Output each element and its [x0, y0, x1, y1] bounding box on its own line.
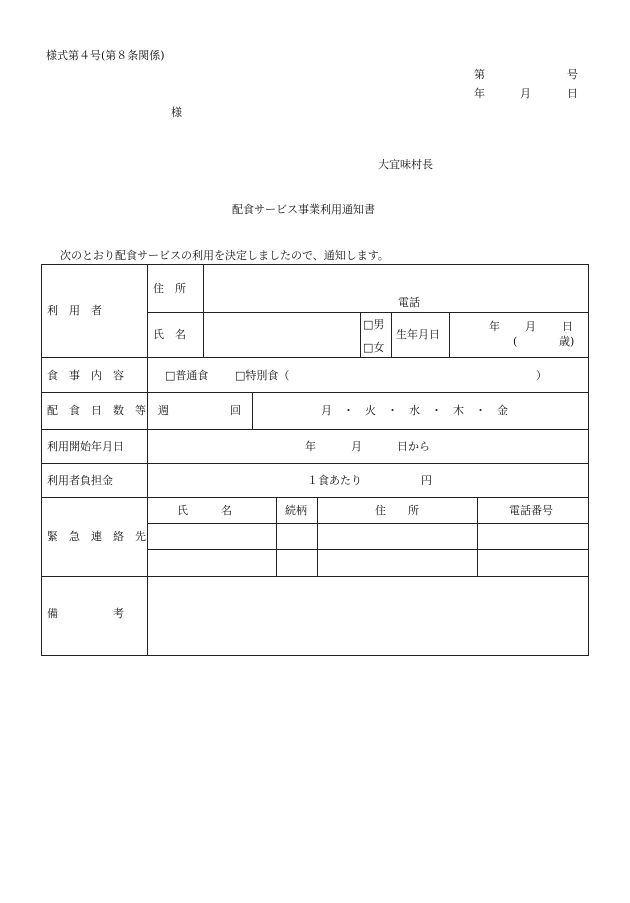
- doc-number-prefix: 第: [474, 68, 485, 81]
- birthdate-label: 生年月日: [396, 328, 440, 341]
- col-phone-header: 電話番号: [509, 504, 553, 517]
- address-label: 住 所: [153, 282, 186, 295]
- col-relation-header: 続柄: [285, 504, 307, 517]
- start-month: 月: [351, 440, 362, 453]
- remarks-label: 備 考: [47, 607, 124, 620]
- meal-special-checkbox[interactable]: □特別食（: [235, 369, 290, 382]
- doc-number-suffix: 号: [567, 68, 578, 81]
- birth-year: 年: [489, 320, 500, 333]
- notice-table: [41, 264, 589, 656]
- page-title: 配食サービス事業利用通知書: [232, 203, 375, 216]
- meal-close-paren: ）: [536, 369, 547, 382]
- fee-per-meal: １食あたり: [307, 474, 362, 487]
- name-label: 氏 名: [153, 328, 186, 341]
- fee-yen: 円: [421, 474, 432, 487]
- form-number: 様式第４号(第８条関係): [46, 49, 165, 62]
- fee-label: 利用者負担金: [47, 474, 113, 487]
- col-name-header: 氏 名: [177, 504, 232, 517]
- table-grid-lines: [41, 264, 589, 656]
- user-section-label: 利 用 者: [47, 304, 102, 317]
- age-open-paren: (: [513, 335, 518, 348]
- start-date-label: 利用開始年月日: [47, 440, 124, 453]
- phone-label: 電話: [398, 296, 420, 309]
- meal-regular-checkbox[interactable]: □普通食: [165, 369, 209, 382]
- birth-day: 日: [562, 320, 573, 333]
- meal-label: 食 事 内 容: [47, 369, 124, 382]
- date-day: 日: [567, 87, 578, 100]
- issuer: 大宜味村長: [378, 158, 433, 171]
- gender-male-checkbox[interactable]: □男: [363, 318, 385, 331]
- weekdays: 月 ・ 火 ・ 水 ・ 木 ・ 金: [321, 404, 508, 417]
- days-label: 配 食 日 数 等: [47, 404, 146, 417]
- date-year: 年: [474, 87, 485, 100]
- intro-text: 次のとおり配食サービスの利用を決定しましたので、通知します。: [60, 249, 389, 262]
- gender-female-checkbox[interactable]: □女: [363, 341, 385, 354]
- age-close: 歳): [559, 335, 575, 348]
- birth-month: 月: [525, 320, 536, 333]
- times-label: 回: [230, 404, 241, 417]
- start-year: 年: [305, 440, 316, 453]
- start-day-from: 日から: [397, 440, 430, 453]
- emergency-label: 緊 急 連 絡 先: [47, 530, 146, 543]
- week-label: 週: [158, 404, 169, 417]
- recipient-honorific: 様: [171, 106, 182, 119]
- col-address-header: 住 所: [375, 504, 419, 517]
- date-month: 月: [520, 87, 531, 100]
